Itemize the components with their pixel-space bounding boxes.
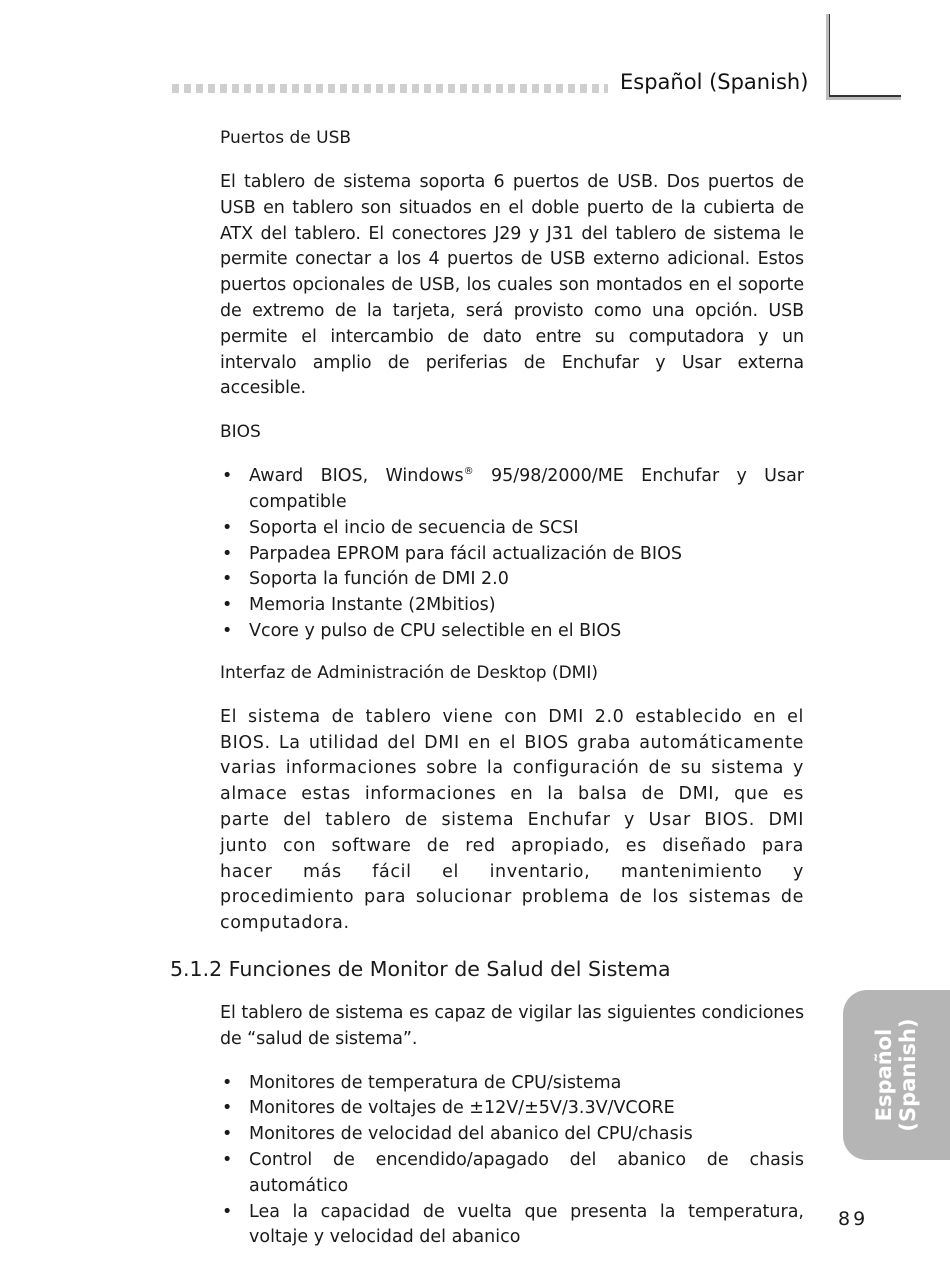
corner-mark-horizontal-shadow	[826, 97, 901, 100]
list-item: • Parpadea EPROM para fácil actualización de BIOS	[220, 542, 804, 568]
bios-heading: BIOS	[220, 422, 261, 443]
usb-paragraph: El tablero de sistema soporta 6 puertos de USB. Dos puertos de USB en tablero son situados en el doble puerto de la cubierta de ATX del tablero. El conectores J29 y J31 del tablero de sistema le permite conectar a los 4 puertos de USB externo adicional. Estos puertos opcionales de USB, los cuales son montados en el soporte de extremo de la tarjeta, será provisto como una opción. USB permite el intercambio de dato entre su computadora y un intervalo amplio de periferias de Enchufar y Usar externa accesible.	[220, 172, 804, 399]
side-tab-label: Español (Spanish)	[872, 1018, 920, 1132]
list-item: • Monitores de velocidad del abanico del CPU/chasis	[220, 1122, 804, 1148]
list-item: • Lea la capacidad de vuelta que presenta la temperatura, voltaje y velocidad del abanico	[220, 1200, 804, 1252]
list-item: • Vcore y pulso de CPU selectible en el BIOS	[220, 619, 804, 645]
bios-feature-list	[220, 464, 804, 645]
list-item: • Soporta la función de DMI 2.0	[220, 567, 804, 593]
list-item: • Monitores de voltajes de ±12V/±5V/3.3V/VCORE	[220, 1096, 804, 1122]
usb-heading: Puertos de USB	[220, 128, 352, 148]
dmi-heading: Interfaz de Administración de Desktop (DMI)	[220, 662, 598, 683]
list-item: • Monitores de temperatura de CPU/sistema	[220, 1071, 804, 1097]
page-content	[170, 126, 804, 1267]
list-item: • Memoria Instante (2Mbitios)	[220, 593, 804, 619]
health-monitor-list	[220, 1071, 804, 1252]
corner-mark-vertical	[829, 14, 830, 96]
list-item: • Award BIOS, Windows® 95/98/2000/ME Enchufar y Usar compatible	[220, 464, 804, 516]
list-item: • Control de encendido/apagado del abanico de chasis automático	[220, 1148, 804, 1200]
header-title: Español (Spanish)	[620, 70, 809, 94]
dmi-paragraph: El sistema de tablero viene con DMI 2.0 establecido en el BIOS. La utilidad del DMI en el BIOS graba automáticamente varias informaciones sobre la configuración de su sistema y almace estas informaciones en la balsa de DMI, que es parte del tablero de sistema Enchufar y Usar BIOS. DMI junto con software de red apropiado, es diseñado para hacer más fácil el inventario, mantenimiento y procedimiento para solucionar problema de los sistemas de computadora.	[220, 706, 804, 934]
section-heading: 5.1.2 Funciones de Monitor de Salud del Sistema	[170, 956, 671, 981]
page-number: 89	[838, 1208, 869, 1230]
header-dotted-rule	[172, 84, 608, 93]
language-side-tab	[843, 990, 950, 1160]
list-item: • Soporta el incio de secuencia de SCSI	[220, 516, 804, 542]
section-intro: El tablero de sistema es capaz de vigilar las siguientes condiciones de “salud de sistema”.	[220, 1002, 804, 1049]
